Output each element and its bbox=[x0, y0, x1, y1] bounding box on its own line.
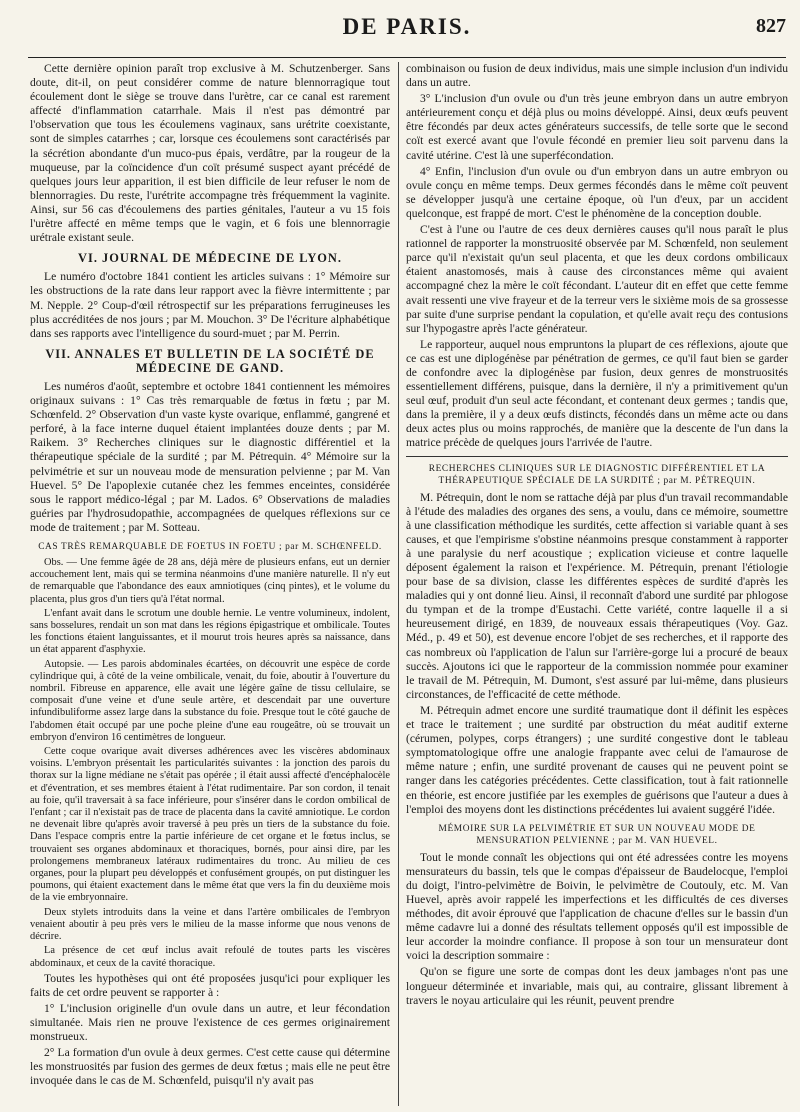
column-divider bbox=[398, 62, 399, 1106]
paragraph: Les numéros d'août, septembre et octobre 1841 contiennent les mémoires originaux suivans : 1° Cas très remarquable de fœtus in fœtu ; par M. Schœnfeld. 2° Observation d'un vaste kyste ovarique, enflammé, gangrené et perforé, à la face interne duquel étaient implantées douze dents ; par M. Raikem. 3° Recherches cliniques sur le diagnostic différentiel et la thérapeutique spéciale de la surdité ; par M. Pétrequin. 4° Mémoire sur la pelvimétrie et sur un nouveau mode de mensuration pelvienne ; par M. Van Huevel. 5° De l'apoplexie cutanée chez les femmes enceintes, considérée sous le rapport médico-légal ; par M. Lados. 6° Observations de maladies guéries par l'hydrosudopathie, accompagnées de quelques réflexions sur ce mode de traitement ; par M. Sotteau. bbox=[30, 379, 390, 534]
paragraph: La présence de cet œuf inclus avait refoulé de toutes parts les viscères abdominaux, et ceux de la cavité thoracique. bbox=[30, 945, 390, 969]
paragraph: 2° La formation d'un ovule à deux germes. C'est cette cause qui détermine les monstruosités par fusion des germes de deux fœtus ; mais elle ne peut être invoquée dans le cas de M. Schœnfeld, puisqu'il n'y avait pas bbox=[30, 1046, 390, 1088]
article-heading: MÉMOIRE SUR LA PELVIMÉTRIE ET SUR UN NOUVEAU MODE DE MENSURATION PELVIENNE ; par M. VAN HUEVEL. bbox=[438, 823, 756, 846]
paragraph: combinaison ou fusion de deux individus, mais une simple inclusion d'un individu dans un autre. bbox=[406, 62, 788, 90]
paragraph: Cette dernière opinion paraît trop exclusive à M. Schutzenberger. Sans doute, dit-il, on peut considérer comme de nature blennorragique tout écoulement dont le siège se trouve dans l'urètre, car ce canal est rarement affecté d'inflammation catarrhale. Mais il n'est pas démontré par l'observation que tous les écoulemens vaginaux, sans urétrite coexistante, sont de simples catarrhes ; car, lorsque ces écoulemens sont caractérisés par la sécrétion abondante d'un muco-pus épais, verdâtre, par la rougeur de la muqueuse, par la coïncidence d'un coït présumé suspect ayant précédé de quelques jours leur apparition, il est bien difficile de leur refuser le nom de blennorragies. Du reste, l'urétrite accompagne très fréquemment la vaginite. Ainsi, sur 56 cas d'écoulemens des parties génitales, l'auteur a vu 15 fois l'urètre affecté en même temps que le vagin, et 6 fois une blennorragie urétrale existant seule. bbox=[30, 62, 390, 245]
paragraph: 4° Enfin, l'inclusion d'un ovule ou d'un embryon dans un autre embryon ou ovule conçu en même temps. Deux germes fécondés dans le même coït peuvent se développer jusqu'à une certaine époque, où l'un d'eux, par un accident quelconque, est frappé de mort. C'est le phénomène de la conception double. bbox=[406, 164, 788, 220]
paragraph: Le rapporteur, auquel nous empruntons la plupart de ces réflexions, ajoute que ce cas est une diplogénèse par pénétration de germes, ce qu'il faut bien se garder de confondre avec la diplogénèse par fusion, deux genres de monstruosités essentiellement différens, puisque, dans la dernière, il n'y a primitivement qu'un seul œuf, produit d'un seul acte fécondant, et contenant deux germes ; tandis que, dans la première, il y a deux œufs distincts, fécondés dans un même acte ou dans deux actes plus ou moins rapprochés, de manière que la descente de l'un dans la matrice précède de quelques jours l'arrivée de l'autre. bbox=[406, 337, 788, 450]
paragraph: Obs. — Une femme âgée de 28 ans, déjà mère de plusieurs enfans, eut un dernier accouchement lent, mais qui se termina néanmoins d'une manière naturelle. Il n'y eut de remarquable que l'abondance des eaux amniotiques (cinq pintes), et le volume du placenta, plus gros d'un tiers qu'à l'état normal. bbox=[30, 557, 390, 605]
left-column bbox=[30, 62, 390, 1106]
article-heading: RECHERCHES CLINIQUES SUR LE DIAGNOSTIC DIFFÉRENTIEL ET LA THÉRAPEUTIQUE SPÉCIALE DE LA SURDITÉ ; par M. PÉTREQUIN. bbox=[428, 463, 766, 486]
paragraph: Toutes les hypothèses qui ont été proposées jusqu'ici pour expliquer les faits de cet ordre peuvent se rapporter à : bbox=[30, 971, 390, 999]
paragraph: Qu'on se figure une sorte de compas dont les deux jambages n'ont pas une longueur déterminée et invariable, mais qui, au contraire, glissant librement à travers le noyau articulaire qui les réunit, peuvent prendre bbox=[406, 965, 788, 1007]
section-heading: VI. JOURNAL DE MÉDECINE DE LYON. bbox=[78, 251, 342, 266]
section-heading: VII. ANNALES ET BULLETIN DE LA SOCIÉTÉ DE MÉDECINE DE GAND. bbox=[45, 346, 375, 375]
page-header bbox=[28, 14, 786, 44]
paragraph: M. Pétrequin, dont le nom se rattache déjà par plus d'un travail recommandable à l'étude des maladies des organes des sens, a voulu, dans ce mémoire, soumettre à une classification méthodique les surdités, cette affection si variable quant à ses causes, et que l'empirisme s'obstine néanmoins presque constamment à rapporter à une paralysie du nerf acoustique ; explication vicieuse et contre laquelle déposent également la raison et l'expérience. M. Pétrequin, prenant l'étiologie pour base de sa division, classe les différentes espèces de surdité d'après les maladies qui y ont donné lieu. Ainsi, il reconnaît d'abord une surdité par phlogose du tympan et de la trompe d'Eustachi. Cette variété, contre laquelle il a si heureusement dirigé, en 1839, de nouveaux essais thérapeutiques (Voy. Gaz. Méd., p. 49 et 50), est devenue encore l'objet de ses recherches, et il rapporte des cas nombreux où l'application de l'alun sur l'arrière-gorge lui a procuré de beaux succès. Ajoutons ici que le rapporteur de la commission nommée pour examiner le travail de M. Pétrequin, M. Dumont, s'est assuré par lui-même, dans plusieurs circonstances, de l'efficacité de cette méthode. bbox=[406, 490, 788, 701]
paragraph: Cette coque ovarique avait diverses adhérences avec les viscères abdominaux voisins. L'embryon présentait les particularités suivantes : la jonction des parois du thorax sur la ligne médiane ne s'était pas opérée ; il était aussi affecté d'encéphalocèle et d'éventration, et ses membres étaient à l'état rudimentaire. Par son cordon, il tenait au foie, qu'il traversait à sa face inférieure, pour s'insérer dans le cordon ombilical de l'enfant ; car il n'existait pas de trace de placenta dans la cavité amniotique. Le cordon ne devenait libre qu'après avoir traversé à peu près un tiers de la substance du foie. Dans l'espace compris entre la partie inférieure de cet organe et le fœtus inclus, se trouvaient ses organes abdominaux et thoraciques, bornés, pour ainsi dire, par les prolongemens membraneux latéraux rudimentaires du tronc. Au milieu de ces organes, pour la plupart peu développés et confusément groupés, on put distinguer les poumons, qui étaient exactement dans le même état que vers la fin du deuxième mois de la vie embryonnaire. bbox=[30, 746, 390, 904]
right-column bbox=[406, 62, 788, 1106]
paragraph: 3° L'inclusion d'un ovule ou d'un très jeune embryon dans un autre embryon antérieurement conçu et déjà plus ou moins développé. Ainsi, deux œufs peuvent être fécondés par deux actes générateurs successifs, de telle sorte que le second coït est exercé avant que l'ovule fécondé en premier lieu soit parvenu dans la cavité utérine. C'est là une superfécondation. bbox=[406, 92, 788, 162]
paragraph: Autopsie. — Les parois abdominales écartées, on découvrit une espèce de corde cylindrique qui, à côté de la veine ombilicale, venait, du foie, aboutir à l'ouverture du nombril. Fibreuse en apparence, elle avait une légère gaîne de tissu cellulaire, se composait d'une veine et d'une seule artère, et descendait par une ouverture infundibuliforme assez large dans la substance du foie. Presque tout le côté gauche de l'abdomen était occupé par une poche pleine d'une eau rougeâtre, où se trouvait un embryon d'environ 16 centimètres de longueur. bbox=[30, 658, 390, 743]
paragraph: L'enfant avait dans le scrotum une double hernie. Le ventre volumineux, indolent, sans bosselures, rendait un son mat dans les régions épigastrique et ombilicale. Toutes les fonctions étaient languissantes, et il mourut trois heures après sa naissance, dans un état apparent d'asphyxie. bbox=[30, 607, 390, 656]
paragraph: C'est à l'une ou l'autre de ces deux dernières causes qu'il nous paraît le plus rationnel de rapporter la monstruosité observée par M. Schœnfeld, non seulement parce qu'il n'existait qu'un seul placenta, et que les deux cordons ombilicaux étaient anastomosés, mais à cause des circonstances même qui avaient accompagné chez la mère le coït fécondant. L'auteur dit en effet que cette femme avait ressenti une vive frayeur et de la terreur vers le sixième mois de sa grossesse par suite d'une surprise pendant la copulation, et qu'elle avait reçu des contusions sur l'hypogastre après l'acte générateur. bbox=[406, 223, 788, 335]
paragraph: Tout le monde connaît les objections qui ont été adressées contre les moyens mensurateurs du bassin, tels que le compas d'épaisseur de Baudelocque, l'emploi du doigt, l'intro-pelvimètre de Boivin, le pelvimètre de Coutouly, etc. M. Van Huevel, après avoir rappelé les imperfections et les difficultés de ces diverses méthodes, dit avoir éprouvé que l'application de chacune d'elles sur le bassin d'un même cadavre lui a donné des résultats tellement opposés qu'il est impossible de leur accorder la moindre confiance. Il propose à son tour un mensurateur dont voici la description sommaire : bbox=[406, 850, 788, 963]
page-number: 827 bbox=[756, 15, 786, 37]
paragraph: M. Pétrequin admet encore une surdité traumatique dont il définit les espèces et trace le traitement ; une surdité par obstruction du méat auditif externe (cérumen, polypes, corps étrangers) ; une surdité congestive dont le tableau symptomatologique offre une analogie frappante avec celui de l'amaurose de même nature ; enfin, une surdité provenant de causes qui ne peuvent point se ranger dans les catégories précédentes. Cette classification, tout à fait rationnelle en théorie, est encore justifiée par les exemples de guérisons que l'auteur a dues à l'emploi des moyens dont les distinctions précédentes lui avaient suggéré l'idée. bbox=[406, 703, 788, 816]
article-heading: CAS TRÈS REMARQUABLE DE FOETUS IN FOETU ; par M. SCHŒNFELD. bbox=[38, 542, 382, 552]
page-title: DE PARIS. bbox=[342, 14, 472, 39]
paragraph: Deux stylets introduits dans la veine et dans l'artère ombilicales de l'embryon venaient aboutir à peu près vers le milieu de la masse informe que nous venons de décrire. bbox=[30, 906, 390, 943]
paragraph: 1° L'inclusion originelle d'un ovule dans un autre, et leur fécondation simultanée. Mais rien ne prouve l'existence de ces germes originairement monstrueux. bbox=[30, 1001, 390, 1044]
divider bbox=[406, 456, 788, 457]
header-rule bbox=[28, 57, 786, 58]
paragraph: Le numéro d'octobre 1841 contient les articles suivans : 1° Mémoire sur les obstructions de la rate dans leur rapport avec la fièvre intermittente ; par M. Nepple. 2° Coup-d'œil rétrospectif sur les préparations ferrugineuses les plus accréditées de nos jours ; par M. Mouchon. 3° De l'écriture alphabétique dans ses rapports avec l'intelligence du sourd-muet ; par M. Perrin. bbox=[30, 270, 390, 340]
